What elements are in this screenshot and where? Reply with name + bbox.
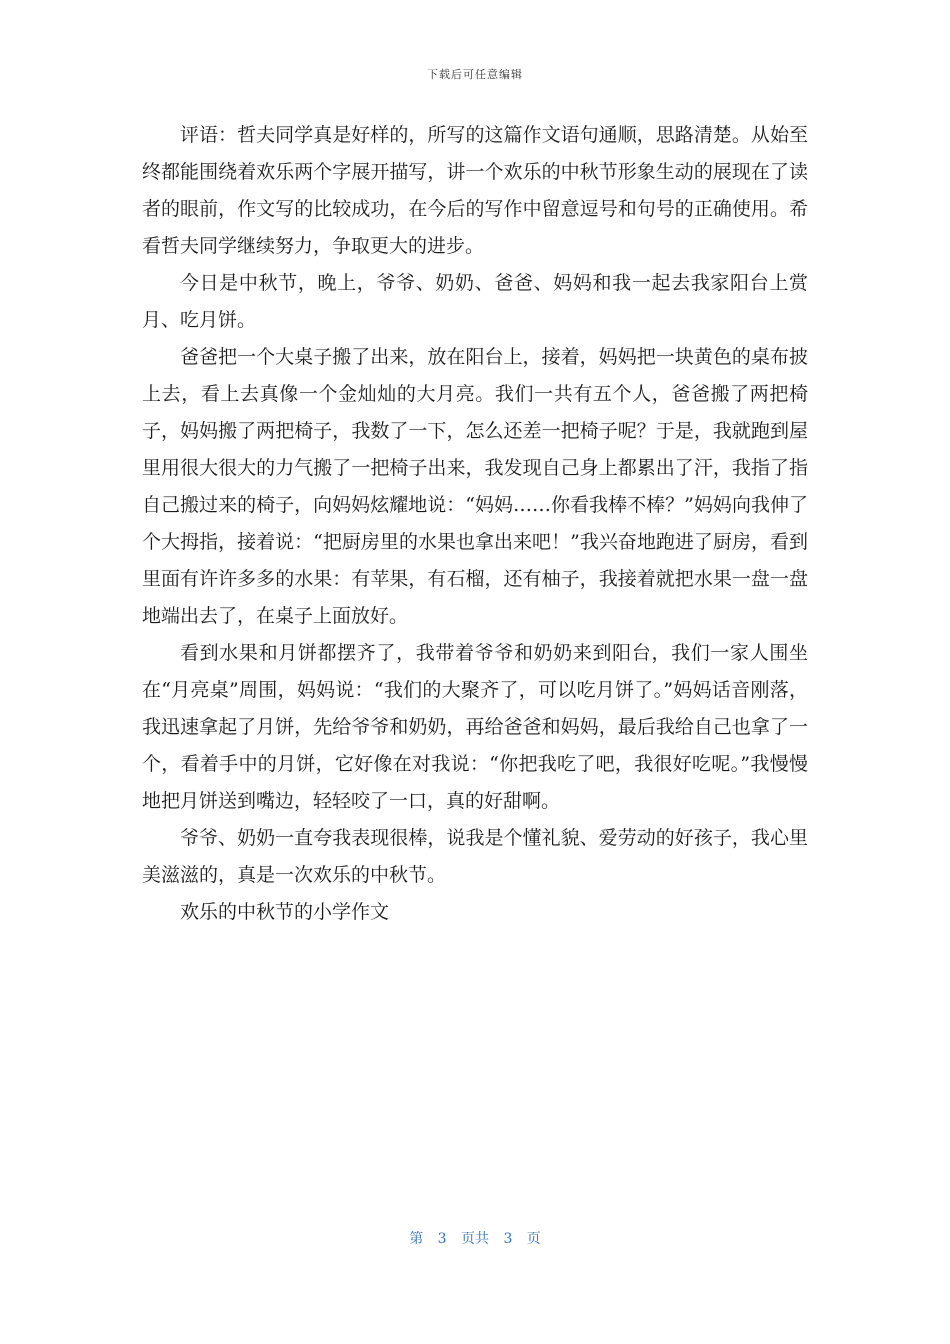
paragraph-intro: 今日是中秋节，晚上，爷爷、奶奶、爸爸、妈妈和我一起去我家阳台上赏月、吃月饼。 bbox=[142, 272, 808, 331]
paragraph-conclusion: 爷爷、奶奶一直夸我表现很棒，说我是个懂礼貌、爱劳动的好孩子，我心里美滋滋的，真是一次欢乐的中秋节。 bbox=[142, 827, 808, 886]
page-header: 下载后可任意编辑 bbox=[427, 68, 523, 81]
paragraph-next-title: 欢乐的中秋节的小学作文 bbox=[180, 901, 390, 923]
paragraph-comment: 评语：哲夫同学真是好样的，所写的这篇作文语句通顺，思路清楚。从始至终都能围绕着欢乐两个字展开描写，讲一个欢乐的中秋节形象生动的展现在了读者的眼前，作文写的比较成功，在今后的写作中留意逗号和句号的正确使用。希看哲夫同学继续努力，争取更大的进步。 bbox=[142, 124, 808, 257]
paragraph-preparation: 爸爸把一个大桌子搬了出来，放在阳台上，接着，妈妈把一块黄色的桌布披上去，看上去真像一个金灿灿的大月亮。我们一共有五个人，爸爸搬了两把椅子，妈妈搬了两把椅子，我数了一下，怎么还差一把椅子呢？于是，我就跑到屋里用很大很大的力气搬了一把椅子出来，我发现自己身上都累出了汗，我指了指自己搬过来的椅子，向妈妈炫耀地说：“妈妈……你看我棒不棒？”妈妈向我伸了个大拇指，接着说：“把厨房里的水果也拿出来吧！”我兴奋地跑进了厨房，看到里面有许许多多的水果：有苹果，有石榴，还有柚子，我接着就把水果一盘一盘地端出去了，在桌子上面放好。 bbox=[142, 346, 808, 627]
document-body bbox=[142, 117, 808, 931]
paragraph-mooncake: 看到水果和月饼都摆齐了，我带着爷爷和奶奶来到阳台，我们一家人围坐在“月亮桌”周围，妈妈说：“我们的大聚齐了，可以吃月饼了。”妈妈话音刚落，我迅速拿起了月饼，先给爷爷和奶奶，再给爸爸和妈妈，最后我给自己也拿了一个，看着手中的月饼，它好像在对我说：“你把我吃了吧，我很好吃呢。”我慢慢地把月饼送到嘴边，轻轻咬了一口，真的好甜啊。 bbox=[142, 642, 808, 812]
page-footer: 第 3 页共 3 页 bbox=[409, 1231, 541, 1247]
